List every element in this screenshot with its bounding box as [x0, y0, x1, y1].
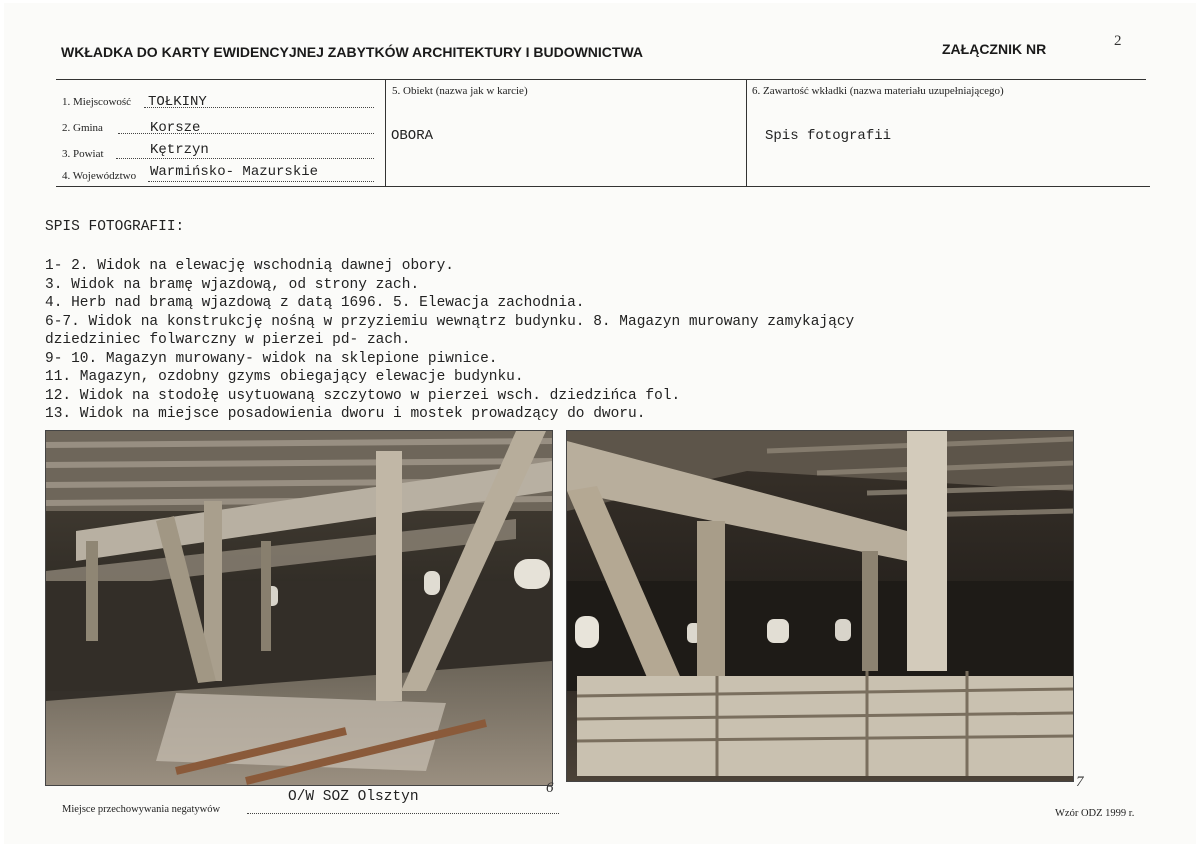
locality-value: TOŁKINY: [148, 94, 207, 110]
list-item: 1- 2. Widok na elewację wschodnią dawnej obory.: [45, 258, 454, 274]
form-divider-1: [385, 79, 386, 187]
list-item: 6-7. Widok na konstrukcję nośną w przyziemiu wewnątrz budynku. 8. Magazyn murowany zamykający: [45, 313, 855, 330]
document-title: WKŁADKA DO KARTY EWIDENCYJNEJ ZABYTKÓW ARCHITEKTURY I BUDOWNICTWA: [61, 44, 644, 60]
annex-label: ZAŁĄCZNIK NR: [942, 41, 1047, 57]
list-item: 12. Widok na stodołę usytuowaną szczytowo w pierzei wsch. dziedzińca fol.: [45, 387, 681, 404]
list-item: 11. Magazyn, ozdobny gzyms obiegający elewacje budynku.: [45, 369, 524, 385]
negatives-label: Miejsce przechowywania negatywów: [62, 804, 221, 815]
voivodeship-label: 4. Województwo: [62, 170, 137, 182]
commune-value: Korsze: [150, 120, 201, 136]
template-version: Wzór ODZ 1999 r.: [1055, 808, 1135, 819]
annex-number: 2: [1114, 33, 1122, 49]
district-value: Kętrzyn: [150, 142, 209, 158]
object-label: 5. Obiekt (nazwa jak w karcie): [392, 85, 528, 97]
list-item: dziedziniec folwarczny w pierzei pd- zach.: [45, 332, 411, 348]
district-label: 3. Powiat: [62, 148, 104, 160]
negatives-value: O/W SOZ Olsztyn: [288, 789, 419, 805]
negatives-dotted-line: [247, 813, 559, 814]
locality-label: 1. Miejscowość: [62, 96, 132, 108]
list-heading: SPIS FOTOGRAFII:: [45, 219, 185, 235]
list-item: 9- 10. Magazyn murowany- widok na sklepione piwnice.: [45, 350, 498, 367]
form-divider-2: [746, 79, 747, 187]
list-item: 13. Widok na miejsce posadowienia dworu i mostek prowadzący do dworu.: [45, 406, 646, 422]
voivodeship-value: Warmińsko- Mazurskie: [150, 164, 319, 180]
object-value: OBORA: [391, 128, 434, 144]
form-bottom-border: [56, 186, 1150, 187]
content-label: 6. Zawartość wkładki (nazwa materiału uzupełniającego): [752, 85, 1004, 97]
barn-interior-photo-6: [45, 430, 553, 786]
photo-number-7: 7: [1076, 774, 1084, 790]
commune-label: 2. Gmina: [62, 122, 103, 134]
district-dotted-line: [116, 158, 374, 159]
form-top-border: [56, 79, 1146, 80]
photo-number-6: 6: [546, 780, 554, 796]
barn-interior-photo-7: [566, 430, 1074, 782]
list-item: 3. Widok na bramę wjazdową, od strony zach.: [45, 276, 420, 293]
voivodeship-dotted-line: [148, 181, 374, 182]
list-item: 4. Herb nad bramą wjazdową z datą 1696. 5. Elewacja zachodnia.: [45, 295, 585, 311]
content-value: Spis fotografii: [765, 128, 892, 144]
